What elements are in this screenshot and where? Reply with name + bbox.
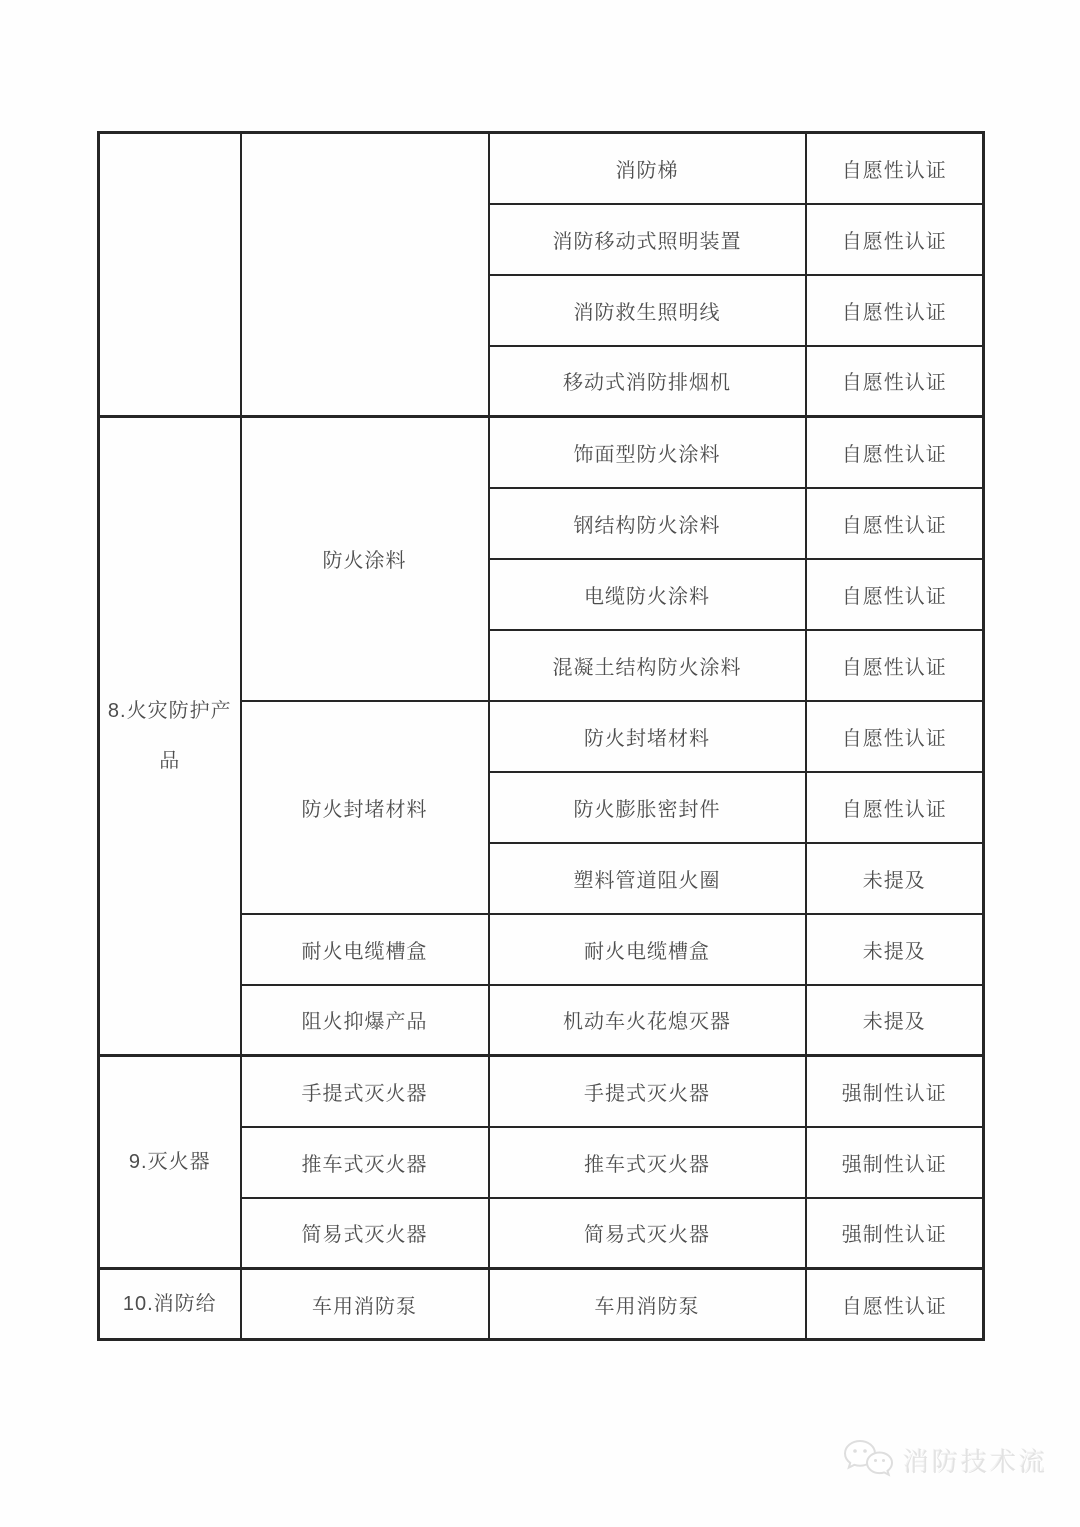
category-cell: 8.火灾防护产品	[99, 417, 241, 1056]
cert-cell: 自愿性认证	[806, 559, 984, 630]
product-cell: 消防移动式照明装置	[489, 204, 806, 275]
product-cell: 防火膨胀密封件	[489, 772, 806, 843]
certification-table	[97, 131, 985, 1341]
cert-cell: 强制性认证	[806, 1056, 984, 1127]
category-cell: 9.灭火器	[99, 1056, 241, 1269]
subcategory-cell: 阻火抑爆产品	[241, 985, 489, 1056]
cert-cell: 未提及	[806, 843, 984, 914]
product-cell: 塑料管道阻火圈	[489, 843, 806, 914]
product-cell: 简易式灭火器	[489, 1198, 806, 1269]
cert-cell: 自愿性认证	[806, 772, 984, 843]
wechat-icon	[843, 1438, 895, 1482]
cert-cell: 自愿性认证	[806, 275, 984, 346]
product-cell: 防火封堵材料	[489, 701, 806, 772]
subcategory-cell: 耐火电缆槽盒	[241, 914, 489, 985]
cert-cell: 未提及	[806, 914, 984, 985]
product-cell: 移动式消防排烟机	[489, 346, 806, 417]
cert-cell: 强制性认证	[806, 1127, 984, 1198]
cert-cell: 强制性认证	[806, 1198, 984, 1269]
product-cell: 电缆防火涂料	[489, 559, 806, 630]
watermark-label: 消防技术流	[903, 1446, 1049, 1477]
cert-cell: 自愿性认证	[806, 133, 984, 204]
cert-cell: 自愿性认证	[806, 488, 984, 559]
product-cell: 机动车火花熄灭器	[489, 985, 806, 1056]
table-row	[99, 1269, 984, 1340]
cert-cell: 自愿性认证	[806, 701, 984, 772]
product-cell: 混凝土结构防火涂料	[489, 630, 806, 701]
watermark	[843, 1438, 1048, 1482]
table-row	[99, 417, 984, 488]
cert-cell: 自愿性认证	[806, 204, 984, 275]
product-cell: 钢结构防火涂料	[489, 488, 806, 559]
subcategory-cell	[241, 133, 489, 417]
table-row	[99, 1056, 984, 1127]
product-cell: 饰面型防火涂料	[489, 417, 806, 488]
product-cell: 消防梯	[489, 133, 806, 204]
subcategory-cell: 简易式灭火器	[241, 1198, 489, 1269]
subcategory-cell: 防火封堵材料	[241, 701, 489, 914]
cert-cell: 自愿性认证	[806, 346, 984, 417]
cert-cell: 自愿性认证	[806, 630, 984, 701]
product-cell: 消防救生照明线	[489, 275, 806, 346]
subcategory-cell: 防火涂料	[241, 417, 489, 701]
product-cell: 车用消防泵	[489, 1269, 806, 1340]
cert-cell: 自愿性认证	[806, 1269, 984, 1340]
certification-table-wrap	[97, 131, 985, 1341]
table-row	[99, 133, 984, 204]
product-cell: 手提式灭火器	[489, 1056, 806, 1127]
product-cell: 耐火电缆槽盒	[489, 914, 806, 985]
product-cell: 推车式灭火器	[489, 1127, 806, 1198]
subcategory-cell: 推车式灭火器	[241, 1127, 489, 1198]
subcategory-cell: 手提式灭火器	[241, 1056, 489, 1127]
cert-cell: 未提及	[806, 985, 984, 1056]
category-cell: 10.消防给	[99, 1269, 241, 1340]
cert-cell: 自愿性认证	[806, 417, 984, 488]
category-cell	[99, 133, 241, 417]
subcategory-cell: 车用消防泵	[241, 1269, 489, 1340]
